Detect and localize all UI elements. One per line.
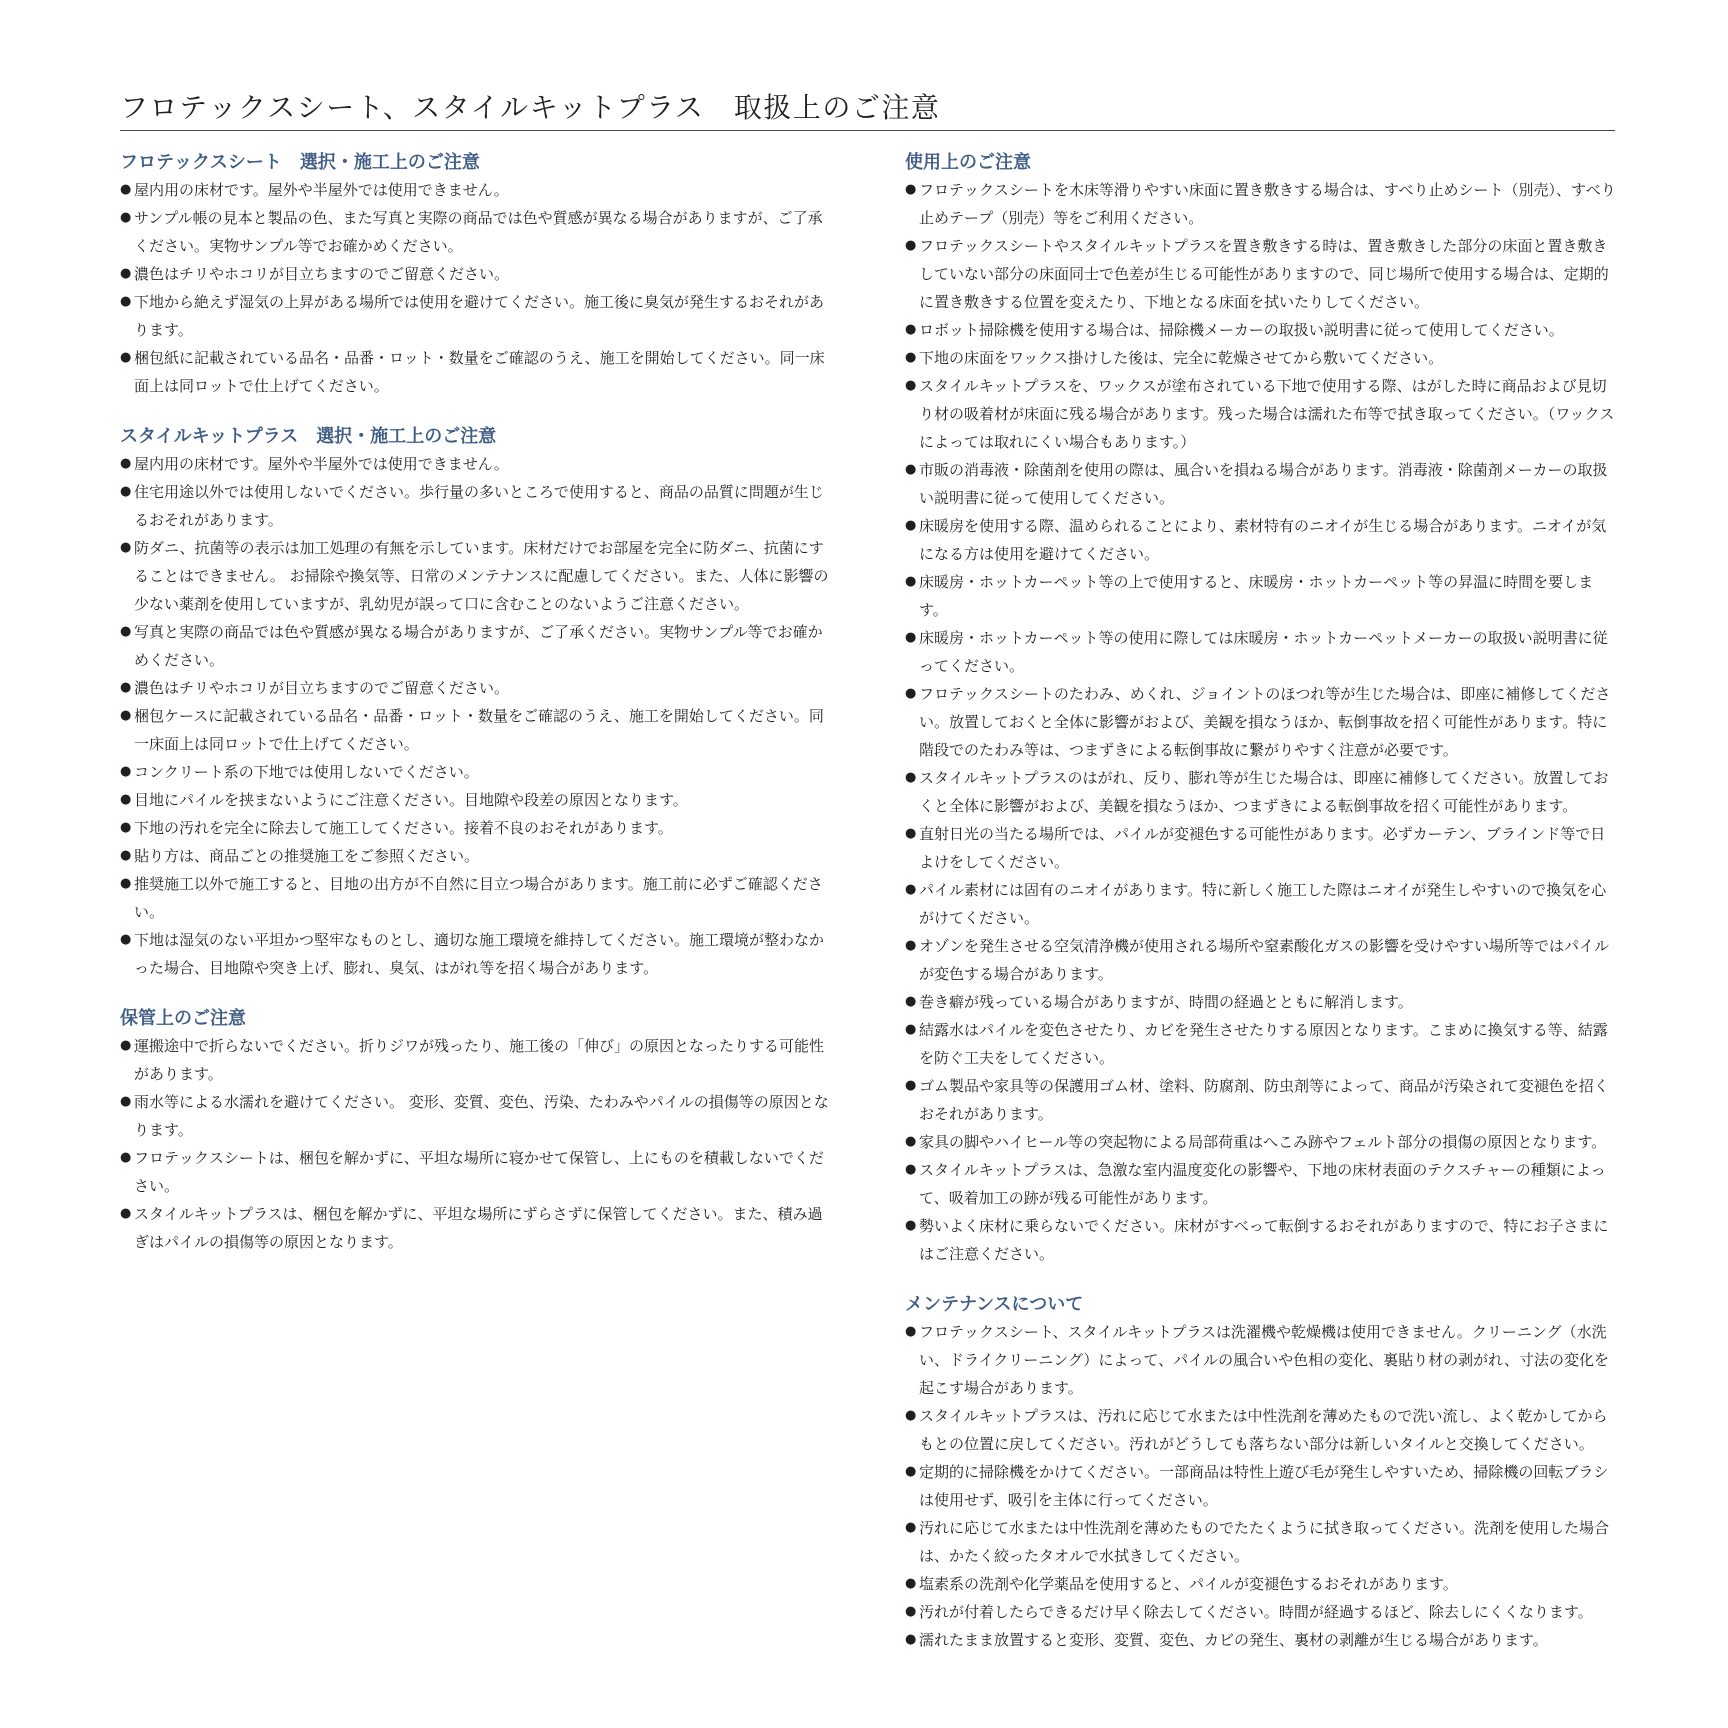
notice-item: [905, 1128, 1617, 1156]
notice-item: [905, 1598, 1617, 1626]
notice-item: [905, 568, 1617, 624]
notice-item: [905, 456, 1617, 512]
bullet-icon: ●: [905, 1632, 917, 1647]
notice-item: [905, 876, 1617, 932]
notice-item: [120, 786, 832, 814]
notice-item: [120, 176, 832, 204]
notice-text: 濃色はチリやホコリが目立ちますのでご留意ください。: [134, 265, 510, 283]
bullet-icon: ●: [120, 540, 132, 555]
notice-item: [905, 932, 1617, 988]
notice-item: [905, 232, 1617, 316]
notice-text: スタイルキットプラスは、汚れに応じて水または中性洗剤を薄めたもので洗い流し、よく乾かしてからもとの位置に戻してください。汚れがどうしても落ちない部分は新しいタイルと交換してください。: [919, 1407, 1608, 1453]
notice-item: [905, 988, 1617, 1016]
bullet-icon: ●: [905, 938, 917, 953]
notice-item: [120, 1200, 832, 1256]
bullet-icon: ●: [905, 238, 917, 253]
bullet-icon: ●: [905, 630, 917, 645]
notice-item: [905, 1156, 1617, 1212]
notice-item: [905, 1318, 1617, 1402]
notice-item: [120, 478, 832, 534]
notice-text: 床暖房・ホットカーペット等の上で使用すると、床暖房・ホットカーペット等の昇温に時間を要します。: [919, 573, 1594, 619]
notice-text: 勢いよく床材に乗らないでください。床材がすべって転倒するおそれがありますので、特にお子さまにはご注意ください。: [919, 1217, 1609, 1263]
notice-text: 巻き癖が残っている場合がありますが、時間の経過とともに解消します。: [919, 993, 1413, 1011]
notice-item: [905, 820, 1617, 876]
notice-item: [120, 1144, 832, 1200]
bullet-icon: ●: [120, 1150, 132, 1165]
bullet-icon: ●: [120, 848, 132, 863]
bullet-icon: ●: [120, 456, 132, 471]
bullet-icon: ●: [120, 1094, 132, 1109]
notice-item: [120, 1088, 832, 1144]
notice-text: 目地にパイルを挟まないようにご注意ください。目地隙や段差の原因となります。: [134, 791, 688, 809]
bullet-icon: ●: [120, 876, 132, 891]
notice-text: スタイルキットプラスのはがれ、反り、膨れ等が生じた場合は、即座に補修してください。放置しておくと全体に影響がおよび、美観を損なうほか、つまずきによる転倒事故を招く可能性があります。: [919, 769, 1609, 815]
notice-text: 汚れに応じて水または中性洗剤を薄めたものでたたくように拭き取ってください。洗剤を使用した場合は、かたく絞ったタオルで水拭きしてください。: [919, 1519, 1610, 1565]
bullet-icon: ●: [905, 1408, 917, 1423]
bullet-icon: ●: [905, 1162, 917, 1177]
notice-item: [120, 814, 832, 842]
bullet-icon: ●: [905, 882, 917, 897]
notice-item: [905, 344, 1617, 372]
notice-item: [905, 316, 1617, 344]
bullet-icon: ●: [120, 932, 132, 947]
notice-text: 直射日光の当たる場所では、パイルが変褪色する可能性があります。必ずカーテン、ブラインド等で日よけをしてください。: [919, 825, 1606, 871]
notice-item: [905, 764, 1617, 820]
notice-item: [905, 1212, 1617, 1268]
notice-text: 推奨施工以外で施工すると、目地の出方が不自然に目立つ場合があります。施工前に必ずご確認ください。: [134, 875, 823, 921]
notice-text: 市販の消毒液・除菌剤を使用の際は、風合いを損ねる場合があります。消毒液・除菌剤メーカーの取扱い説明書に従って使用してください。: [919, 461, 1608, 507]
notice-text: ロボット掃除機を使用する場合は、掃除機メーカーの取扱い説明書に従って使用してください。: [919, 321, 1564, 339]
notice-item: [120, 702, 832, 758]
bullet-icon: ●: [905, 1464, 917, 1479]
bullet-icon: ●: [120, 266, 132, 281]
notice-item: [120, 674, 832, 702]
notice-text: スタイルキットプラスを、ワックスが塗布されている下地で使用する際、はがした時に商品および見切り材の吸着材が床面に残る場合があります。残った場合は濡れた布等で拭き取ってください。（ワックスによっては取れにくい場合もあります。）: [919, 377, 1615, 451]
notice-text: 濡れたまま放置すると変形、変質、変色、カビの発生、裏材の剥離が生じる場合があります。: [919, 1631, 1548, 1649]
section-heading: フロテックスシート 選択・施工上のご注意: [120, 152, 480, 173]
bullet-icon: ●: [120, 1038, 132, 1053]
section-heading: 保管上のご注意: [120, 1008, 246, 1029]
notice-text: フロテックスシートは、梱包を解かずに、平坦な場所に寝かせて保管し、上にものを積載しないでください。: [134, 1149, 824, 1195]
notice-section: [120, 424, 832, 982]
notice-item: [905, 680, 1617, 764]
notice-item: [120, 204, 832, 260]
notice-text: 貼り方は、商品ごとの推奨施工をご参照ください。: [134, 847, 480, 865]
bullet-icon: ●: [905, 574, 917, 589]
notice-text: 汚れが付着したらできるだけ早く除去してください。時間が経過するほど、除去しにくくなります。: [919, 1603, 1593, 1621]
notice-item: [120, 618, 832, 674]
bullet-icon: ●: [905, 770, 917, 785]
notice-text: 定期的に掃除機をかけてください。一部商品は特性上遊び毛が発生しやすいため、掃除機の回転ブラシは使用せず、吸引を主体に行ってください。: [919, 1463, 1609, 1509]
bullet-icon: ●: [905, 686, 917, 701]
notice-text: フロテックスシート、スタイルキットプラスは洗濯機や乾燥機は使用できません。クリーニング（水洗い、ドライクリーニング）によって、パイルの風合いや色相の変化、裏貼り材の剥がれ、寸法の変化を起こす場合があります。: [919, 1323, 1610, 1397]
bullet-icon: ●: [905, 322, 917, 337]
notice-text: 床暖房・ホットカーペット等の使用に際しては床暖房・ホットカーペットメーカーの取扱い説明書に従ってください。: [919, 629, 1608, 675]
notice-text: 屋内用の床材です。屋外や半屋外では使用できません。: [134, 181, 509, 199]
notice-text: 下地は湿気のない平坦かつ堅牢なものとし、適切な施工環境を維持してください。施工環境が整わなかった場合、目地隙や突き上げ、膨れ、臭気、はがれ等を招く場合があります。: [134, 931, 825, 977]
notice-item: [905, 1072, 1617, 1128]
section-heading: 使用上のご注意: [905, 152, 1031, 173]
bullet-icon: ●: [120, 764, 132, 779]
bullet-icon: ●: [120, 1206, 132, 1221]
notice-item: [905, 1402, 1617, 1458]
bullet-icon: ●: [120, 792, 132, 807]
notice-text: 写真と実際の商品では色や質感が異なる場合がありますが、ご了承ください。実物サンプル等でお確かめください。: [134, 623, 823, 669]
bullet-icon: ●: [120, 820, 132, 835]
bullet-icon: ●: [905, 378, 917, 393]
notice-item: [120, 260, 832, 288]
notice-text: スタイルキットプラスは、急激な室内温度変化の影響や、下地の床材表面のテクスチャーの種類によって、吸着加工の跡が残る可能性があります。: [919, 1161, 1606, 1207]
notice-item: [120, 758, 832, 786]
notice-text: フロテックスシートやスタイルキットプラスを置き敷きする時は、置き敷きした部分の床面と置き敷きしていない部分の床面同士で色差が生じる可能性がありますので、同じ場所で使用する場合は、定期的に置き敷きする位置を変えたり、下地となる床面を拭いたりしてください。: [919, 237, 1609, 311]
bullet-icon: ●: [905, 994, 917, 1009]
notice-text: 防ダニ、抗菌等の表示は加工処理の有無を示しています。床材だけでお部屋を完全に防ダニ、抗菌にすることはできません。 お掃除や換気等、日常のメンテナンスに配慮してください。また、人体に影響の少ない薬剤を使用していますが、乳幼児が誤って口に含むことのないようご注意ください。: [134, 539, 829, 613]
notice-item: [120, 288, 832, 344]
notice-text: 運搬途中で折らないでください。折りジワが残ったり、施工後の「伸び」の原因となったりする可能性があります。: [134, 1037, 825, 1083]
bullet-icon: ●: [120, 294, 132, 309]
bullet-icon: ●: [905, 1078, 917, 1093]
notice-item: [905, 176, 1617, 232]
notice-text: スタイルキットプラスは、梱包を解かずに、平坦な場所にずらさずに保管してください。また、積み過ぎはパイルの損傷等の原因となります。: [134, 1205, 823, 1251]
notice-item: [905, 1016, 1617, 1072]
notice-item: [120, 842, 832, 870]
bullet-icon: ●: [120, 624, 132, 639]
notice-text: 下地の汚れを完全に除去して施工してください。接着不良のおそれがあります。: [134, 819, 673, 837]
notice-text: 住宅用途以外では使用しないでください。歩行量の多いところで使用すると、商品の品質に問題が生じるおそれがあります。: [134, 483, 824, 529]
bullet-icon: ●: [905, 518, 917, 533]
notice-item: [905, 624, 1617, 680]
bullet-icon: ●: [905, 1604, 917, 1619]
bullet-icon: ●: [120, 708, 132, 723]
notice-text: 家具の脚やハイヒール等の突起物による局部荷重はへこみ跡やフェルト部分の損傷の原因となります。: [919, 1133, 1607, 1151]
notice-item: [120, 450, 832, 478]
notice-item: [120, 870, 832, 926]
bullet-icon: ●: [905, 1218, 917, 1233]
notice-text: 濃色はチリやホコリが目立ちますのでご留意ください。: [134, 679, 510, 697]
bullet-icon: ●: [905, 826, 917, 841]
bullet-icon: ●: [905, 1576, 917, 1591]
notice-text: 下地の床面をワックス掛けした後は、完全に乾燥させてから敷いてください。: [919, 349, 1444, 367]
notice-text: 塩素系の洗剤や化学薬品を使用すると、パイルが変褪色するおそれがあります。: [919, 1575, 1458, 1593]
bullet-icon: ●: [905, 1022, 917, 1037]
bullet-icon: ●: [905, 462, 917, 477]
bullet-icon: ●: [905, 1134, 917, 1149]
notice-item: [905, 1458, 1617, 1514]
notice-item: [905, 1570, 1617, 1598]
notice-text: 雨水等による水濡れを避けてください。 変形、変質、変色、汚染、たわみやパイルの損傷等の原因となります。: [134, 1093, 829, 1139]
notice-text: オゾンを発生させる空気清浄機が使用される場所や窒素酸化ガスの影響を受けやすい場所等ではパイルが変色する場合があります。: [919, 937, 1610, 983]
notice-text: ゴム製品や家具等の保護用ゴム材、塗料、防腐剤、防虫剤等によって、商品が汚染されて変褪色を招くおそれがあります。: [919, 1077, 1609, 1123]
notice-item: [120, 534, 832, 618]
notice-text: 床暖房を使用する際、温められることにより、素材特有のニオイが生じる場合があります。ニオイが気になる方は使用を避けてください。: [919, 517, 1607, 563]
notice-section: [120, 150, 832, 400]
notice-text: コンクリート系の下地では使用しないでください。: [134, 763, 479, 781]
notice-text: フロテックスシートのたわみ、めくれ、ジョイントのほつれ等が生じた場合は、即座に補修してください。放置しておくと全体に影響がおよび、美観を損なうほか、転倒事故を招く可能性があります。特に階段でのたわみ等は、つまずきによる転倒事故に繋がりやすく注意が必要です。: [919, 685, 1611, 759]
notice-item: [905, 372, 1617, 456]
bullet-icon: ●: [120, 210, 132, 225]
notice-item: [905, 1514, 1617, 1570]
notice-text: サンプル帳の見本と製品の色、また写真と実際の商品では色や質感が異なる場合がありますが、ご了承ください。実物サンプル等でお確かめください。: [134, 209, 823, 255]
right-column: [905, 150, 1617, 1678]
notice-section: [120, 1006, 832, 1256]
notice-text: 結露水はパイルを変色させたり、カビを発生させたりする原因となります。こまめに換気する等、結露を防ぐ工夫をしてください。: [919, 1021, 1608, 1067]
page-title: フロテックスシート、スタイルキットプラス 取扱上のご注意: [120, 91, 941, 124]
notice-section: [905, 1292, 1617, 1654]
bullet-icon: ●: [905, 1520, 917, 1535]
bullet-icon: ●: [905, 350, 917, 365]
left-column: [120, 150, 832, 1280]
notice-item: [905, 1626, 1617, 1654]
notice-text: 梱包紙に記載されている品名・品番・ロット・数量をご確認のうえ、施工を開始してください。同一床面上は同ロットで仕上げてください。: [134, 349, 825, 395]
bullet-icon: ●: [120, 484, 132, 499]
bullet-icon: ●: [120, 680, 132, 695]
section-heading: スタイルキットプラス 選択・施工上のご注意: [120, 426, 497, 447]
bullet-icon: ●: [120, 182, 132, 197]
bullet-icon: ●: [905, 182, 917, 197]
notice-text: フロテックスシートを木床等滑りやすい床面に置き敷きする場合は、すべり止めシート（別売）、すべり止めテープ（別売）等をご利用ください。: [919, 181, 1616, 227]
bullet-icon: ●: [905, 1324, 917, 1339]
notice-text: 梱包ケースに記載されている品名・品番・ロット・数量をご確認のうえ、施工を開始してください。同一床面上は同ロットで仕上げてください。: [134, 707, 824, 753]
notice-text: 屋内用の床材です。屋外や半屋外では使用できません。: [134, 455, 509, 473]
notice-section: [905, 150, 1617, 1268]
section-heading: メンテナンスについて: [905, 1294, 1084, 1315]
notice-text: パイル素材には固有のニオイがあります。特に新しく施工した際はニオイが発生しやすいので換気を心がけてください。: [919, 881, 1607, 927]
notice-item: [120, 926, 832, 982]
notice-text: 下地から絶えず湿気の上昇がある場所では使用を避けてください。施工後に臭気が発生するおそれがあります。: [134, 293, 825, 339]
notice-item: [905, 512, 1617, 568]
bullet-icon: ●: [120, 350, 132, 365]
notice-item: [120, 344, 832, 400]
title-divider: [120, 130, 1615, 131]
notice-item: [120, 1032, 832, 1088]
